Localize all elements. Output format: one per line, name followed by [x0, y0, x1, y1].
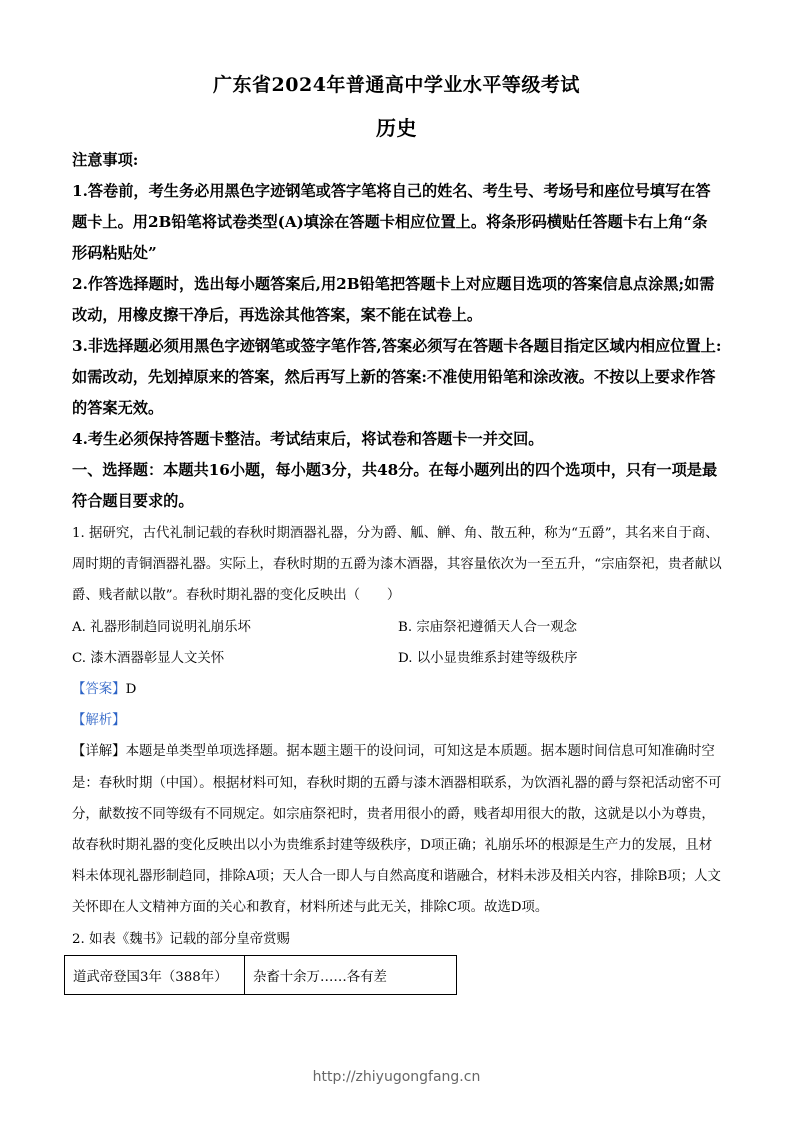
- q1-option-b: B. 宗庙祭祀遵循天人合一观念: [398, 619, 578, 635]
- table-cell: 杂畜十余万……各有差: [245, 956, 457, 995]
- q1-option-c: C. 漆木酒器彰显人文关怀: [72, 650, 225, 666]
- answer-tag: 【答案】: [72, 682, 126, 698]
- q1-analysis-line: [72, 705, 724, 736]
- exam-title: 广东省2024年普通高中学业水平等级考试: [213, 74, 580, 96]
- q1-detail-paragraph: [72, 736, 724, 923]
- detail-tag: 【详解】: [72, 744, 126, 760]
- question-body: [72, 518, 724, 955]
- table-row: [65, 956, 457, 995]
- q1-answer-line: [72, 674, 724, 705]
- notice-heading: 注意事项:: [72, 151, 139, 169]
- q2-table: [64, 955, 457, 995]
- q1-stem: 1. 据研究，古代礼制记载的春秋时期酒器礼器，分为爵、觚、觯、角、散五种，称为“五爵”，其名来自于商、周时期的青铜酒器礼器。实际上，春秋时期的五爵为漆木酒器，其容量依次为一至五升，“宗庙祭祀，贵者献以爵、贱者献以散”。春秋时期礼器的变化反映出（ ）: [72, 526, 722, 604]
- notice-item-3: 3.非选择题必须用黑色字迹钢笔或签字笔作答,答案必须写在答题卡各题目指定区域内相应位置上:如需改动，先划掉原来的答案，然后再写上新的答案:不准使用铅笔和涂改液。不按以上要求作答的答案无效。: [72, 337, 722, 417]
- subject-title: 历史: [376, 116, 417, 140]
- q1-option-d: D. 以小显贵维系封建等级秩序: [398, 650, 578, 666]
- analysis-tag: 【解析】: [72, 713, 126, 729]
- q1-options: [72, 612, 724, 674]
- q2-stem: 2. 如表《魏书》记载的部分皇帝赏赐: [72, 931, 290, 947]
- footer-url: http://zhiyugongfang.cn: [312, 1069, 481, 1085]
- q1-detail: 本题是单类型单项选择题。据本题主题干的设问词，可知这是本质题。据本题时间信息可知准确时空是：春秋时期（中国）。根据材料可知，春秋时期的五爵与漆木酒器相联系，为饮酒礼器的爵与祭祀活动密不可分，献数按不同等级有不同规定。如宗庙祭祀时，贵者用很小的爵，贱者却用很大的散，这就是以小为尊贵，故春秋时期礼器的变化反映出以小为贵维系封建等级秩序，D项正确；礼崩乐坏的根源是生产力的发展，且材料未体现礼器形制趋同，排除A项；天人合一即人与自然高度和谐融合，材料未涉及相关内容，排除B项；人文关怀即在人文精神方面的关心和教育，材料所述与此无关，排除C项。故选D项。: [72, 744, 722, 916]
- q1-answer: D: [125, 682, 137, 698]
- table-cell: 道武帝登国3年（388年）: [65, 956, 245, 995]
- notice-section: [72, 145, 722, 517]
- q1-option-a: A. 礼器形制趋同说明礼崩乐坏: [72, 619, 251, 635]
- notice-item-4: 4.考生必须保持答题卡整洁。考试结束后，将试卷和答题卡一并交回。: [72, 430, 544, 448]
- notice-item-1: 1.答卷前，考生务必用黑色字迹钢笔或答字笔将自己的姓名、考生号、考场号和座位号填写在答题卡上。用2B铅笔将试卷类型(A)填涂在答题卡相应位置上。将条形码横贴任答题卡右上角“条形码粘贴处”: [72, 182, 711, 262]
- notice-item-2: 2.作答选择题时，选出每小题答案后,用2B铅笔把答题卡上对应题目选项的答案信息点涂黑;如需改动，用橡皮擦干净后，再选涂其他答案，案不能在试卷上。: [72, 275, 715, 324]
- section-heading: 一、选择题：本题共16小题，每小题3分，共48分。在每小题列出的四个选项中，只有一项是最符合题目要求的。: [72, 461, 718, 510]
